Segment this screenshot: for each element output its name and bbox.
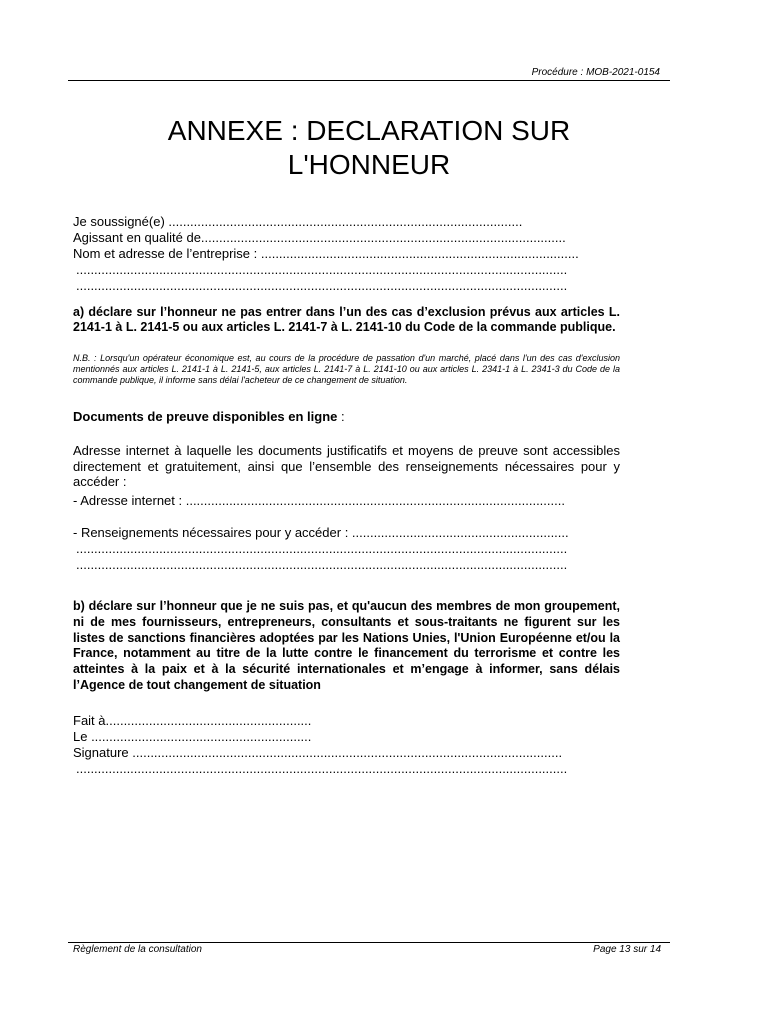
renseignements-field-line-2[interactable]: ........................................................................................................................................ [76, 541, 568, 556]
title-line-2: L'HONNEUR [287, 149, 451, 180]
footer-rule [68, 942, 670, 943]
header-rule [68, 80, 670, 81]
qualite-field[interactable]: Agissant en qualité de..................................................................................................... [73, 230, 566, 245]
nb-note: N.B. : Lorsqu'un opérateur économique est, au cours de la procédure de passation d'un marché, placé dans l'un des cas d'exclusion mentionnés aux articles L. 2141-1 à L. 2141-5, aux articles L. 2141-7 à L. 2141-10 ou aux articles L. 2341-1 à L. 2341-3 du Code de la commande publique, il informe sans délai l'acheteur de ce changement de situation. [73, 353, 620, 385]
declaration-b: b) déclare sur l’honneur que je ne suis pas, et qu'aucun des membres de mon groupement, ni de mes fournisseurs, entrepreneurs, consultants et sous-traitants ne figurent sur les listes de sanctions financières adoptées par les Nations Unies, l'Union Européenne et/ou la France, notamment au titre de la lutte contre le financement du terrorisme et contre les atteintes à la paix et à la sécurité internationales et m’engage à informer, sans délais l’Agence de tout changement de situation [73, 599, 620, 692]
entreprise-field[interactable]: Nom et adresse de l’entreprise : ........................................................................................ [73, 246, 579, 261]
footer-document-name: Règlement de la consultation [73, 944, 202, 955]
documents-title-suffix: : [337, 409, 345, 424]
procedure-reference: Procédure : MOB-2021-0154 [531, 67, 660, 78]
renseignements-field-line-3[interactable]: ........................................................................................................................................ [76, 557, 568, 572]
signature-field[interactable]: Signature ....................................................................................................................... [73, 745, 563, 760]
page-title [68, 114, 670, 182]
documents-intro: Adresse internet à laquelle les documents justificatifs et moyens de preuve sont accessibles directement et gratuitement, ainsi que l’ensemble des renseignements nécessaires pour y accéder : [73, 443, 620, 489]
signature-field-line-2[interactable]: ........................................................................................................................................ [76, 761, 568, 776]
page-number: Page 13 sur 14 [593, 944, 661, 955]
identity-block [73, 214, 620, 294]
entreprise-field-line-3[interactable]: ........................................................................................................................................ [76, 278, 568, 293]
title-line-1: ANNEXE : DECLARATION SUR [167, 115, 571, 146]
documents-heading [73, 408, 620, 426]
documents-title: Documents de preuve disponibles en ligne [73, 409, 338, 424]
fait-a-field[interactable]: Fait à......................................................... [73, 713, 312, 728]
soussigne-field[interactable]: Je soussigné(e) .................................................................................................. [73, 214, 523, 229]
documents-fields [73, 493, 620, 573]
date-field[interactable]: Le ............................................................. [73, 729, 312, 744]
declaration-a: a) déclare sur l’honneur ne pas entrer dans l’un des cas d’exclusion prévus aux articles L. 2141-1 à L. 2141-5 ou aux articles L. 2141-7 à L. 2141-10 du Code de la commande publique. [73, 305, 620, 334]
entreprise-field-line-2[interactable]: ........................................................................................................................................ [76, 262, 568, 277]
adresse-internet-field[interactable]: - Adresse internet : ......................................................................................................... [73, 493, 565, 508]
renseignements-field[interactable]: - Renseignements nécessaires pour y accéder : ............................................................ [73, 525, 569, 540]
signature-block [73, 713, 620, 777]
